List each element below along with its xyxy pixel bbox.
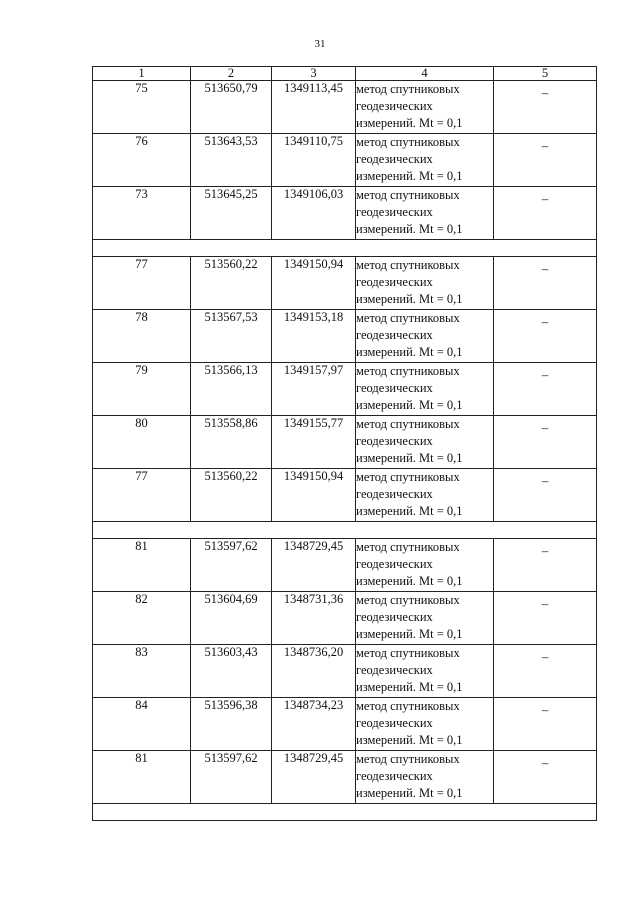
method-line: измерений. Mt = 0,1: [356, 116, 463, 130]
y-coordinate-cell: 1349113,45: [272, 81, 356, 134]
method-line: геодезических: [356, 663, 433, 677]
table-row: [93, 539, 597, 592]
x-coordinate-cell: 513603,43: [191, 645, 272, 698]
point-number-cell: 77: [93, 257, 191, 310]
note-cell: [494, 592, 597, 645]
point-number-cell: 82: [93, 592, 191, 645]
column-header: 1: [93, 67, 191, 81]
group-separator-cell: [93, 240, 597, 257]
y-coordinate-cell: 1348731,36: [272, 592, 356, 645]
note-dash: –: [541, 420, 549, 435]
note-dash: –: [541, 314, 549, 329]
column-header: 3: [272, 67, 356, 81]
x-coordinate-cell: 513597,62: [191, 751, 272, 804]
table-body: [93, 81, 597, 821]
method-cell: [356, 539, 494, 592]
y-coordinate-cell: 1348734,23: [272, 698, 356, 751]
y-coordinate-cell: 1349153,18: [272, 310, 356, 363]
y-coordinate-cell: 1349150,94: [272, 257, 356, 310]
note-dash: –: [541, 649, 549, 664]
method-line: геодезических: [356, 205, 433, 219]
method-line: геодезических: [356, 557, 433, 571]
table-row: [93, 363, 597, 416]
method-cell: [356, 81, 494, 134]
point-number-cell: 79: [93, 363, 191, 416]
note-dash: –: [541, 543, 549, 558]
x-coordinate-cell: 513567,53: [191, 310, 272, 363]
method-line: измерений. Mt = 0,1: [356, 574, 463, 588]
point-number-cell: 78: [93, 310, 191, 363]
note-cell: [494, 751, 597, 804]
method-cell: [356, 416, 494, 469]
method-line: геодезических: [356, 716, 433, 730]
group-separator-cell: [93, 522, 597, 539]
group-separator-cell: [93, 804, 597, 821]
method-line: геодезических: [356, 487, 433, 501]
method-line: измерений. Mt = 0,1: [356, 733, 463, 747]
x-coordinate-cell: 513558,86: [191, 416, 272, 469]
table-row: [93, 698, 597, 751]
note-cell: [494, 134, 597, 187]
note-cell: [494, 416, 597, 469]
method-line: метод спутниковых: [356, 540, 460, 554]
method-line: измерений. Mt = 0,1: [356, 504, 463, 518]
method-line: измерений. Mt = 0,1: [356, 627, 463, 641]
point-number-cell: 77: [93, 469, 191, 522]
method-line: метод спутниковых: [356, 258, 460, 272]
method-line: геодезических: [356, 328, 433, 342]
method-line: измерений. Mt = 0,1: [356, 398, 463, 412]
y-coordinate-cell: 1349155,77: [272, 416, 356, 469]
y-coordinate-cell: 1348729,45: [272, 751, 356, 804]
method-line: метод спутниковых: [356, 646, 460, 660]
method-line: измерений. Mt = 0,1: [356, 451, 463, 465]
method-cell: [356, 363, 494, 416]
method-cell: [356, 645, 494, 698]
note-dash: –: [541, 596, 549, 611]
note-dash: –: [541, 367, 549, 382]
method-line: геодезических: [356, 769, 433, 783]
y-coordinate-cell: 1348736,20: [272, 645, 356, 698]
x-coordinate-cell: 513597,62: [191, 539, 272, 592]
table-row: [93, 592, 597, 645]
x-coordinate-cell: 513650,79: [191, 81, 272, 134]
group-separator-row: [93, 804, 597, 821]
column-header: 5: [494, 67, 597, 81]
method-line: метод спутниковых: [356, 311, 460, 325]
note-cell: [494, 645, 597, 698]
point-number-cell: 81: [93, 539, 191, 592]
point-number-cell: 81: [93, 751, 191, 804]
method-line: метод спутниковых: [356, 417, 460, 431]
note-dash: –: [541, 702, 549, 717]
x-coordinate-cell: 513560,22: [191, 257, 272, 310]
method-line: геодезических: [356, 275, 433, 289]
y-coordinate-cell: 1349110,75: [272, 134, 356, 187]
note-dash: –: [541, 473, 549, 488]
table-row: [93, 257, 597, 310]
method-line: измерений. Mt = 0,1: [356, 222, 463, 236]
x-coordinate-cell: 513596,38: [191, 698, 272, 751]
method-line: измерений. Mt = 0,1: [356, 345, 463, 359]
method-line: метод спутниковых: [356, 364, 460, 378]
method-line: геодезических: [356, 381, 433, 395]
note-cell: [494, 539, 597, 592]
method-cell: [356, 592, 494, 645]
note-cell: [494, 187, 597, 240]
x-coordinate-cell: 513643,53: [191, 134, 272, 187]
y-coordinate-cell: 1349150,94: [272, 469, 356, 522]
note-cell: [494, 310, 597, 363]
method-line: метод спутниковых: [356, 188, 460, 202]
method-line: измерений. Mt = 0,1: [356, 169, 463, 183]
note-dash: –: [541, 261, 549, 276]
table-row: [93, 134, 597, 187]
table-row: [93, 751, 597, 804]
method-cell: [356, 134, 494, 187]
method-line: метод спутниковых: [356, 82, 460, 96]
method-line: измерений. Mt = 0,1: [356, 292, 463, 306]
method-cell: [356, 469, 494, 522]
table-row: [93, 416, 597, 469]
coordinates-table: [92, 66, 597, 821]
y-coordinate-cell: 1349157,97: [272, 363, 356, 416]
method-cell: [356, 257, 494, 310]
note-cell: [494, 469, 597, 522]
method-line: метод спутниковых: [356, 699, 460, 713]
y-coordinate-cell: 1348729,45: [272, 539, 356, 592]
table-row: [93, 310, 597, 363]
method-cell: [356, 698, 494, 751]
method-line: метод спутниковых: [356, 752, 460, 766]
method-line: геодезических: [356, 434, 433, 448]
column-header: 2: [191, 67, 272, 81]
x-coordinate-cell: 513560,22: [191, 469, 272, 522]
note-dash: –: [541, 755, 549, 770]
point-number-cell: 83: [93, 645, 191, 698]
table-row: [93, 469, 597, 522]
point-number-cell: 80: [93, 416, 191, 469]
point-number-cell: 75: [93, 81, 191, 134]
group-separator-row: [93, 240, 597, 257]
table-row: [93, 645, 597, 698]
method-line: геодезических: [356, 610, 433, 624]
point-number-cell: 73: [93, 187, 191, 240]
method-line: геодезических: [356, 152, 433, 166]
method-line: измерений. Mt = 0,1: [356, 680, 463, 694]
note-dash: –: [541, 138, 549, 153]
point-number-cell: 84: [93, 698, 191, 751]
table-header-row: [93, 67, 597, 81]
note-cell: [494, 698, 597, 751]
point-number-cell: 76: [93, 134, 191, 187]
method-line: метод спутниковых: [356, 135, 460, 149]
x-coordinate-cell: 513566,13: [191, 363, 272, 416]
method-cell: [356, 187, 494, 240]
group-separator-row: [93, 522, 597, 539]
x-coordinate-cell: 513604,69: [191, 592, 272, 645]
method-line: измерений. Mt = 0,1: [356, 786, 463, 800]
method-line: метод спутниковых: [356, 593, 460, 607]
column-header: 4: [356, 67, 494, 81]
table-row: [93, 187, 597, 240]
note-cell: [494, 363, 597, 416]
note-cell: [494, 81, 597, 134]
method-cell: [356, 751, 494, 804]
x-coordinate-cell: 513645,25: [191, 187, 272, 240]
note-dash: –: [541, 85, 549, 100]
page-number: 31: [314, 38, 326, 50]
y-coordinate-cell: 1349106,03: [272, 187, 356, 240]
method-line: геодезических: [356, 99, 433, 113]
table-row: [93, 81, 597, 134]
note-cell: [494, 257, 597, 310]
method-line: метод спутниковых: [356, 470, 460, 484]
method-cell: [356, 310, 494, 363]
note-dash: –: [541, 191, 549, 206]
